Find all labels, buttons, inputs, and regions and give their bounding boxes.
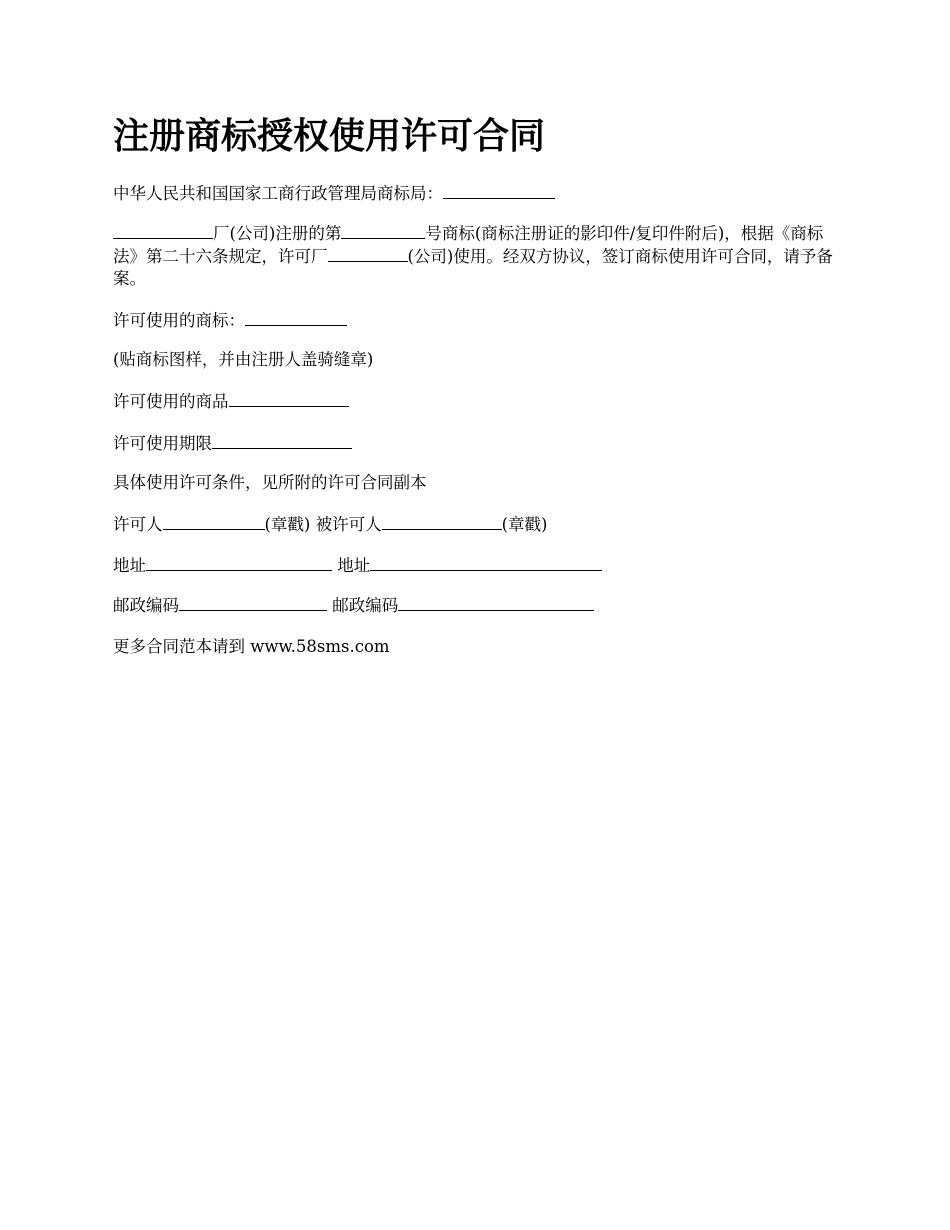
licensor-label: 许可人 [113, 515, 163, 534]
licensed-trademark-blank [245, 309, 347, 326]
licensee-label: (章戳) 被许可人 [264, 515, 382, 534]
postcode-label-2: 邮政编码 [327, 596, 399, 615]
address-blank-2 [370, 554, 602, 571]
licensed-trademark-label: 许可使用的商标： [113, 311, 245, 330]
license-conditions-line: 具体使用许可条件，见所附的许可合同副本 [113, 473, 427, 492]
postcode-blank-1 [179, 594, 327, 611]
registrant-blank [113, 222, 213, 239]
license-period-label: 许可使用期限 [113, 434, 212, 453]
licensee-seal-label: (章戳) [501, 515, 548, 534]
registration-text-a: 厂(公司)注册的第 [213, 224, 342, 243]
address-label-2: 地址 [332, 556, 371, 575]
postcode-blank-2 [398, 594, 594, 611]
licensed-trademark-line [113, 309, 347, 332]
licensed-goods-line [113, 390, 349, 413]
licensee-blank [382, 513, 502, 530]
licensor-blank [163, 513, 265, 530]
trademark-sample-note: (贴商标图样，并由注册人盖骑缝章) [113, 350, 374, 369]
contract-page [113, 112, 833, 656]
registration-text-b: 号商标(商标注册证的影印件/复印件附后)，根据《商标法》第二十六条规定，许可厂 [113, 224, 824, 266]
license-period-blank [212, 432, 352, 449]
license-period-line [113, 432, 352, 455]
postcode-line [113, 594, 594, 617]
address-label-1: 地址 [113, 556, 146, 575]
address-blank-1 [146, 554, 332, 571]
addressee-line [113, 182, 555, 205]
addressee-text: 中华人民共和国国家工商行政管理局商标局： [113, 184, 443, 203]
licensee-factory-blank [328, 245, 408, 262]
trademark-number-blank [341, 222, 425, 239]
footer-note: 更多合同范本请到 www.58sms.com [113, 637, 390, 656]
registration-text-c: (公司)使用。经双方协议，签订商标使用许可合同，请予备案。 [113, 247, 833, 288]
signatories-line [113, 513, 548, 536]
registration-paragraph [113, 222, 833, 290]
page-title: 注册商标授权使用许可合同 [113, 115, 546, 157]
licensed-goods-blank [229, 390, 349, 407]
address-line [113, 554, 602, 577]
licensed-goods-label: 许可使用的商品 [113, 392, 229, 411]
postcode-label-1: 邮政编码 [113, 596, 179, 615]
addressee-blank [443, 182, 555, 199]
